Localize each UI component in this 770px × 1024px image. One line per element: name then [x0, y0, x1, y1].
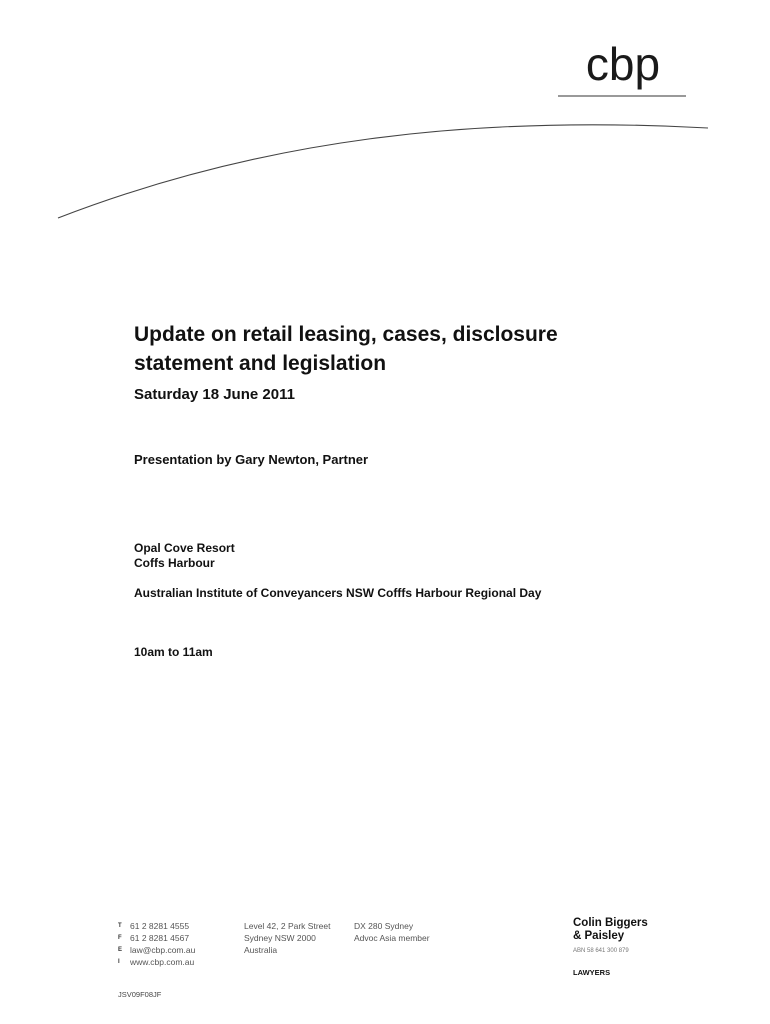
venue-location: Coffs Harbour	[134, 556, 215, 570]
contact-key: T	[118, 923, 122, 929]
svg-text:cbp: cbp	[585, 40, 661, 90]
address-line: Sydney NSW 2000	[244, 933, 316, 943]
document-title: Update on retail leasing, cases, disclosure statement and legislation	[134, 323, 558, 375]
firm-name-line: Colin Biggers	[573, 917, 648, 929]
document-reference: JSV09F08JF	[118, 990, 162, 999]
venue-block	[134, 541, 235, 571]
contact-key: I	[118, 959, 120, 965]
event-time: 10am to 11am	[134, 645, 213, 659]
venue-name: Opal Cove Resort	[134, 541, 235, 555]
address-line: Australia	[244, 945, 278, 955]
contact-key: E	[118, 947, 123, 953]
presentation-date: Saturday 18 June 2011	[134, 386, 295, 403]
address-block	[244, 920, 330, 956]
contact-row	[118, 944, 195, 956]
event-name: Australian Institute of Conveyancers NSW Cofffs Harbour Regional Day	[134, 586, 542, 600]
dx-block	[354, 920, 430, 944]
contact-row	[118, 920, 195, 932]
presenter-line: Presentation by Gary Newton, Partner	[134, 452, 369, 467]
dx-line: DX 280 Sydney	[354, 921, 414, 931]
dx-line: Advoc Asia member	[354, 933, 430, 943]
contact-key: F	[118, 935, 122, 941]
contact-row	[118, 956, 195, 968]
contact-email[interactable]: law@cbp.com.au	[130, 945, 196, 955]
firm-name	[573, 917, 648, 943]
contact-phone: 61 2 8281 4555	[130, 921, 190, 931]
contact-website[interactable]: www.cbp.com.au	[130, 957, 195, 967]
contact-details	[118, 920, 195, 968]
firm-abn: ABN 58 641 300 879	[573, 948, 629, 954]
firm-lawyers-label: LAWYERS	[573, 968, 611, 977]
address-line: Level 42, 2 Park Street	[244, 921, 331, 931]
contact-fax: 61 2 8281 4567	[130, 933, 190, 943]
firm-name-line: & Paisley	[573, 930, 625, 942]
header-swoosh-line	[0, 0, 770, 240]
cbp-logo	[558, 40, 688, 112]
contact-row	[118, 932, 195, 944]
